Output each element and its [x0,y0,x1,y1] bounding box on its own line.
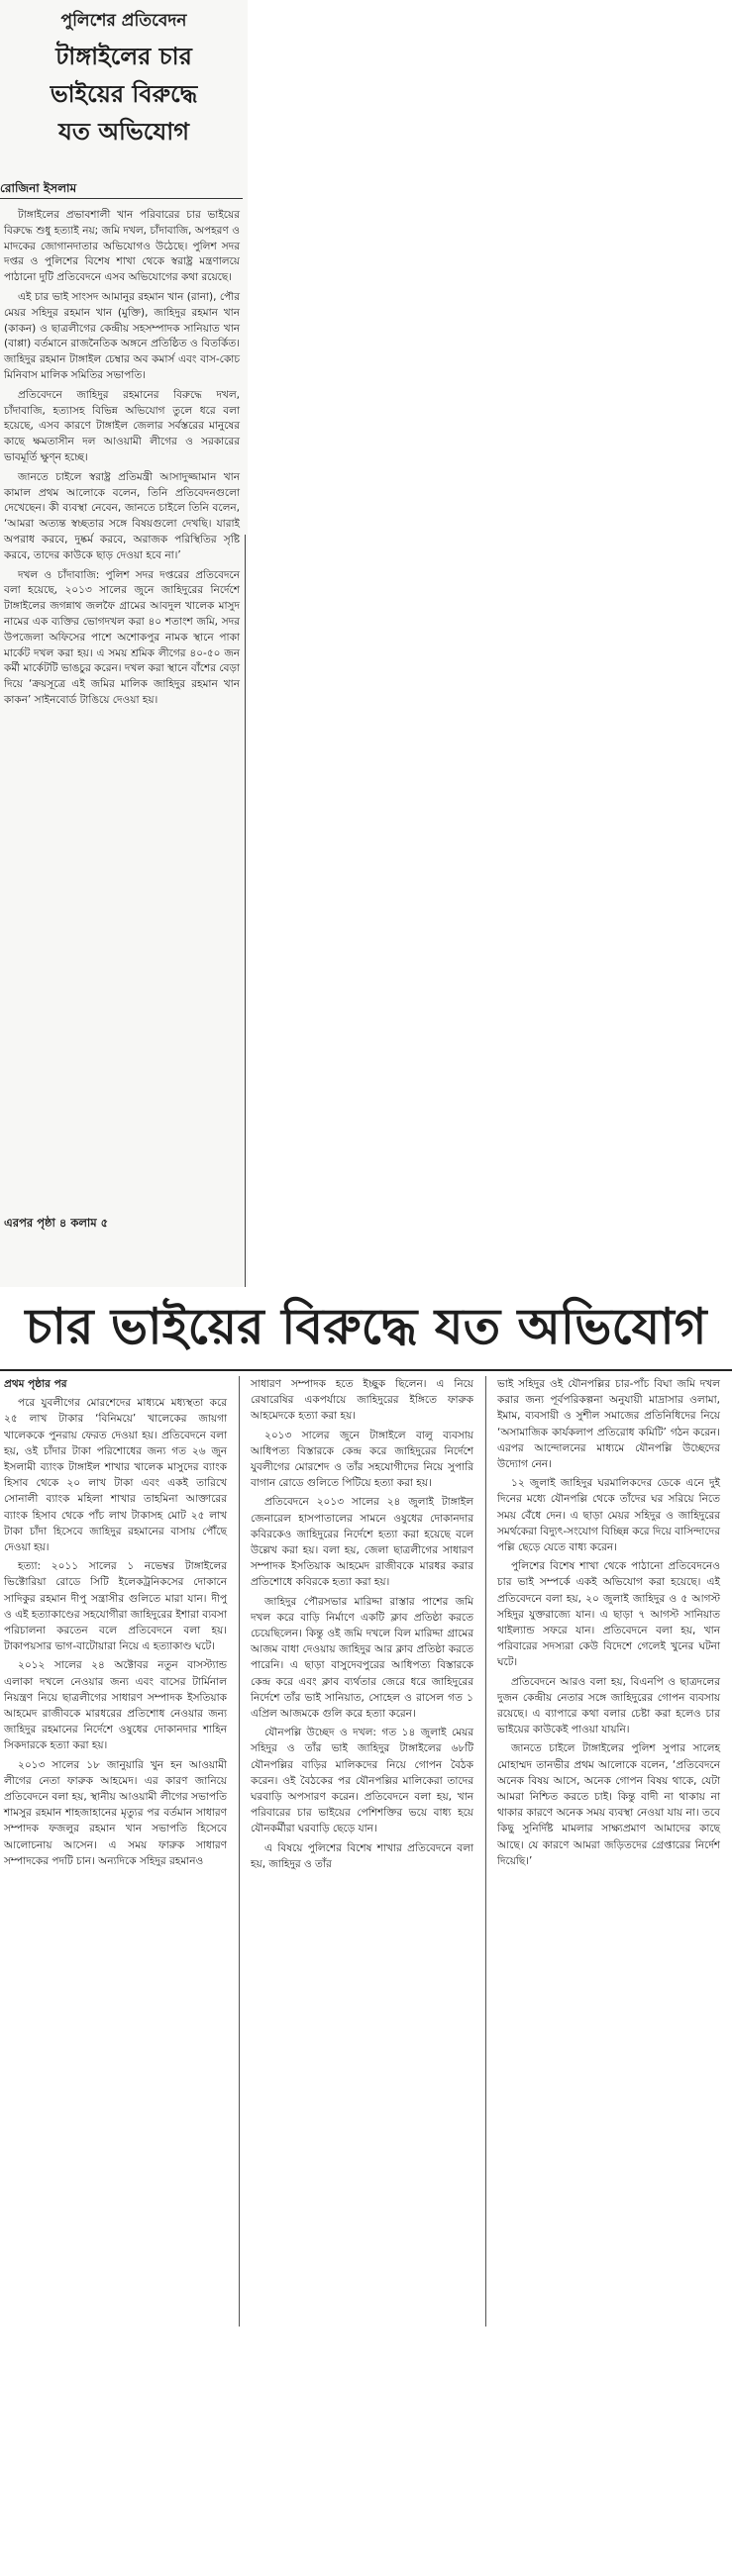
column-2 [251,1376,473,1875]
paragraph: যৌনপল্লি উচ্ছেদ ও দখল: গত ১৪ জুলাই মেয়র সহিদুর ও তাঁর ভাই জাহিদুর টাঙ্গাইলের ৬৮টি যৌনপল্লির বাড়ির মালিকদের নিয়ে গোপন বৈঠক করেন। ওই বৈঠকের পর যৌনপল্লির মালিকেরা তাদের ঘরবাড়ি অপসারণ করেন। প্রতিবেদনে বলা হয়, খান পরিবারের চার ভাইয়ের পেশিশক্তির ভয়ে বাধ্য হয়ে যৌনকর্মীরা ঘরবাড়ি ছেড়ে যান। [251,1727,473,1835]
column-divider [485,1376,486,2327]
article-front-page [0,0,248,1287]
paragraph: ১২ জুলাই জাহিদুর ঘরমালিকদের ডেকে এনে দুই দিনের মধ্যে যৌনপল্লি থেকে তাঁদের ঘর সরিয়ে নিতে সময় বেঁধে দেন। এ ছাড়া মেয়র সহিদুর ও জাহিদুরের সমর্থকেরা বিদ্যুৎ-সংযোগ বিচ্ছিন্ন করে দিয়ে বাসিন্দাদের পল্লি ছেড়ে যেতে বাধ্য করেন। [497,1477,720,1554]
paragraph: দখল ও চাঁদাবাজি: পুলিশ সদর দপ্তরের প্রতিবেদনে বলা হয়েছে, ২০১৩ সালের জুনে জাহিদুরের নির্দেশে টাঙ্গাইলের জগন্নাথ জলফৈ গ্রামের আবদুল খালেক মাসুদ নামের এক ব্যক্তির ভোগদখল করা ৪০ শতাংশ জমি, সদর উপজেলা অফিসের পাশে অশোকপুর নামক স্থানে পাকা মার্কেট দখল করা হয়। এ সময় শ্রমিক লীগের ৪০-৫০ জন কর্মী মার্কেটটি ভাঙচুর করেন। দখল করা স্থানে বাঁশের বেড়া দিয়ে ‘ক্রয়সূত্রে এই জমির মালিক জাহিদুর রহমান খান কাকন’ সাইনবোর্ড টাঙিয়ে দেওয়া হয়। [4,568,240,706]
paragraph: প্রতিবেদনে আরও বলা হয়, বিএনপি ও ছাত্রদলের দুজন কেন্দ্রীয় নেতার সঙ্গে জাহিদুরের গোপন ব্যবসায় রয়েছে। এ ব্যাপারে কথা বলার চেষ্টা করা হলেও চার ভাইয়ের কাউকেই পাওয়া যায়নি। [497,1675,720,1736]
paragraph: এ বিষয়ে পুলিশের বিশেষ শাখার প্রতিবেদনে বলা হয়, জাহিদুর ও তাঁর [251,1841,473,1870]
paragraph: ২০১৩ সালের ১৮ জানুয়ারি খুন হন আওয়ামী লীগের নেতা ফারুক আহমেদ। এর কারণ জানিয়ে প্রতিবেদনে বলা হয়, স্থানীয় আওয়ামী লীগের সভাপতি শামসুর রহমান শাহজাহানের মৃত্যুর পর বর্তমান সাধারণ সম্পাদক ফজলুর রহমান খান সভাপতি হিসেবে আলোচনায় আসেন। এ সময় ফারুক সাধারণ সম্পাদকের পদটি চান। অন্যদিকে সহিদুর রহমানও [4,1758,227,1867]
paragraph: ২০১২ সালের ২৪ অক্টোবর নতুন বাসস্ট্যান্ড এলাকা দখলে নেওয়ার জন্য এবং বাসের টার্মিনাল নিয়ন্ত্রণ নিয়ে ছাত্রলীগের সাধারণ সম্পাদক ইসতিয়াক আহমেদ রাজীবকে মারধরের প্রতিশোধ নেওয়ার জন্য জাহিদুর রহমানের নির্দেশে ওষুধের দোকানদার শাহিন সিকদারকে হত্যা করা হয়। [4,1659,227,1752]
article-body [4,208,240,713]
paragraph: টাঙ্গাইলের প্রভাবশালী খান পরিবারের চার ভাইয়ের বিরুদ্ধে শুধু হত্যাই নয়; জমি দখল, চাঁদাবাজি, অপহরণ ও মাদকের জোগানদাতার অভিযোগও উঠেছে। পুলিশ সদর দপ্তর ও পুলিশের বিশেষ শাখা থেকে স্বরাষ্ট্র মন্ত্রণালয়ে পাঠানো দুটি প্রতিবেদনে এসব অভিযোগের কথা রয়েছে। [4,209,240,284]
column-divider [239,1376,240,2327]
paragraph: সাধারণ সম্পাদক হতে ইচ্ছুক ছিলেন। এ নিয়ে রেষারেষির একপর্যায়ে জাহিদুরের ইঙ্গিতে ফারুক আহমেদকে হত্যা করা হয়। [251,1378,473,1423]
byline: রোজিনা ইসলাম [0,181,77,195]
paragraph: জাহিদুর পৌরসভার মারিদ্দা রাস্তার পাশের জমি দখল করে বাড়ি নির্মাণে একটি ক্লাব প্রতিষ্ঠা করতে চেয়েছিলেন। কিন্তু ওই জমি দখলে বিল মারিদ্দা গ্রামের আজম বাধা দেওয়ায় জাহিদুর আর ক্লাব প্রতিষ্ঠা করতে পারেনি। এ ছাড়া বাসুদেবপুরের আধিপত্য বিস্তারকে কেন্দ্র করে এবং ক্লাব ব্যর্থতার জেরে ধরে জাহিদুরের নির্দেশে তাঁর ভাই সানিয়াত, সোহেল ও রাসেল গত ১ এপ্রিল আজমকে গুলি করে হত্যা করেন। [251,1595,473,1721]
column-divider [245,535,246,1287]
paragraph: পরে যুবলীগের মোরশেদের মাধ্যমে মধ্যস্থতা করে ২৫ লাখ টাকার ‘বিনিময়ে’ খালেকের জায়গা খালেককে পুনরায় ফেরত দেওয়া হয়। প্রতিবেদনে বলা হয়, ওই চাঁদার টাকা পরিশোধের জন্য গত ২৬ জুন ইসলামী ব্যাংক টাঙ্গাইল শাখার খালেক মাসুদের ব্যাংক হিসাব থেকে ২০ লাখ টাকা এবং একই তারিখে সোনালী ব্যাংক মহিলা শাখার তাহমিনা আক্তারের ব্যাংক হিসাব থেকে পাঁচ লাখ টাকাসহ মোট ২৫ লাখ টাকা চাঁদা হিসেবে জাহিদুর রহমানের বাসায় পৌঁছে দেওয়া হয়। [4,1397,227,1554]
paragraph: ২০১৩ সালের জুনে টাঙ্গাইলে বালু ব্যবসায় আধিপত্য বিস্তারকে কেন্দ্র করে জাহিদুরের নির্দেশে যুবলীগের মোরশেদ ও তাঁর সহযোগীদের নিয়ে সুপারি বাগান রোডে গুলিতে পিটিয়ে হত্যা করা হয়। [251,1429,473,1490]
paragraph: জানতে চাইলে স্বরাষ্ট্র প্রতিমন্ত্রী আসাদুজ্জামান খান কামাল প্রথম আলোকে বলেন, তিনি প্রতিবেদনগুলো দেখেছেন। কী ব্যবস্থা নেবেন, জানতে চাইলে তিনি বলেন, ‘আমরা অত্যন্ত স্বচ্ছতার সঙ্গে বিষয়গুলো দেখছি। যারাই অপরাধ করবে, দুষ্কর্ম করবে, অরাজক পরিস্থিতির সৃষ্টি করবে, তাদের কাউকে ছাড় দেওয়া হবে না।’ [4,470,240,561]
headline-line: ভাইয়ের বিরুদ্ধে [50,80,198,108]
divider [0,1369,732,1371]
paragraph: জানতে চাইলে টাঙ্গাইলের পুলিশ সুপার সালেহ মোহাম্মদ তানভীর প্রথম আলোকে বলেন, ‘প্রতিবেদনে অনেক বিষয় আসে, অনেক গোপন বিষয় থাকে, যেটা আমরা নিশ্চিত করতে চাই। কিন্তু বাদী না থাকায় না থাকার কারণে অনেক সময় ব্যবস্থা নেওয়া যায় না। তবে কিছু সুনির্দিষ্ট মামলার সাক্ষ্যপ্রমাণ আমাদের কাছে আছে। যে কারণে আমরা জড়িতদের গ্রেপ্তারের নির্দেশ দিয়েছি।’ [497,1742,720,1867]
paragraph: প্রতিবেদনে ২০১৩ সালের ২৪ জুলাই টাঙ্গাইল জেনারেল হাসপাতালের সামনে ওষুধের দোকানদার কবিরকেও জাহিদুরের নির্দেশে হত্যা করা হয়েছে বলে উল্লেখ করা হয়। বলা হয়, জেলা ছাত্রলীগের সাধারণ সম্পাদক ইসতিয়াক আহমেদ রাজীবকে মারধর করার প্রতিশোধে কবিরকে হত্যা করা হয়। [251,1496,473,1589]
continuation-note: এরপর পৃষ্ঠা ৪ কলাম ৫ [4,1216,109,1230]
paragraph: প্রথম পৃষ্ঠার পর [4,1378,67,1390]
kicker: পুলিশের প্রতিবেদন [60,11,187,31]
divider [0,198,243,199]
headline [0,38,248,150]
headline-line: টাঙ্গাইলের চার [55,43,192,70]
paragraph: ভাই সহিদুর ওই যৌনপল্লির চার-পাঁচ বিঘা জমি দখল করার জন্য পূর্বপরিকল্পনা অনুযায়ী মাদ্রাসার ওলামা, ইমাম, ব্যবসায়ী ও সুশীল সমাজের প্রতিনিধিদের নিয়ে ‘অসামাজিক কার্যকলাপ প্রতিরোধ কমিটি’ গঠন করেন। এরপর আন্দোলনের মাধ্যমে যৌনপল্লি উচ্ছেদের উদ্যোগ নেন। [497,1378,720,1471]
article-continuation [0,1292,732,2576]
continuation-headline: চার ভাইয়ের বিরুদ্ধে যত অভিযোগ [25,1298,707,1355]
headline-line: যত অভিযোগ [58,118,189,146]
column-3 [497,1376,720,1872]
column-1 [4,1376,227,1872]
paragraph: এই চার ভাই সাংসদ আমানুর রহমান খান (রানা), পৌর মেয়র সহিদুর রহমান খান (মুক্তি), জাহিদুর রহমান খান (কাকন) ও ছাত্রলীগের কেন্দ্রীয় সহসম্পাদক সানিয়াত খান (বাপ্পা) বর্তমানে রাজনৈতিক অঙ্গনে প্রতিষ্ঠিত ও বিতর্কিত। জাহিদুর রহমান টাঙ্গাইল চেম্বার অব কমার্স এবং বাস-কোচ মিনিবাস মালিক সমিতির সভাপতি। [4,290,240,381]
paragraph: পুলিশের বিশেষ শাখা থেকে পাঠানো প্রতিবেদনেও চার ভাই সম্পর্কে একই অভিযোগ করা হয়েছে। এই প্রতিবেদনে বলা হয়, ২০ জুলাই জাহিদুর ও ৫ আগস্ট সহিদুর যুক্তরাজ্যে যান। এ ছাড়া ৭ আগস্ট সানিয়াত থাইল্যান্ড সফরে যান। প্রতিবেদনে বলা হয়, খান পরিবারের সদস্যরা কেউ বিদেশে গেলেই খুনের ঘটনা ঘটে। [497,1560,720,1669]
paragraph: প্রতিবেদনে জাহিদুর রহমানের বিরুদ্ধে দখল, চাঁদাবাজি, হত্যাসহ বিভিন্ন অভিযোগ তুলে ধরে বলা হয়েছে, এসব কারণে টাঙ্গাইল জেলার সর্বস্তরের মানুষের কাছে ক্ষমতাসীন দল আওয়ামী লীগের ও সরকারের ভাবমূর্তি ক্ষুণ্ন হচ্ছে। [4,388,240,463]
paragraph: হত্যা: ২০১১ সালের ১ নভেম্বর টাঙ্গাইলের ভিক্টোরিয়া রোডে সিটি ইলেকট্রনিকসের দোকানে সাদিকুর রহমান দীপু সন্ত্রাসীর গুলিতে মারা যান। দীপু ও এই হত্যাকাণ্ডের সহযোগীরা জাহিদুরের ইশারা ব্যবসা পরিচালনা করতেন বলে প্রতিবেদনে বলা হয়। টাকাপয়সার ভাগ-বাটোয়ারা নিয়ে এ হত্যাকাণ্ড ঘটে। [4,1560,227,1653]
